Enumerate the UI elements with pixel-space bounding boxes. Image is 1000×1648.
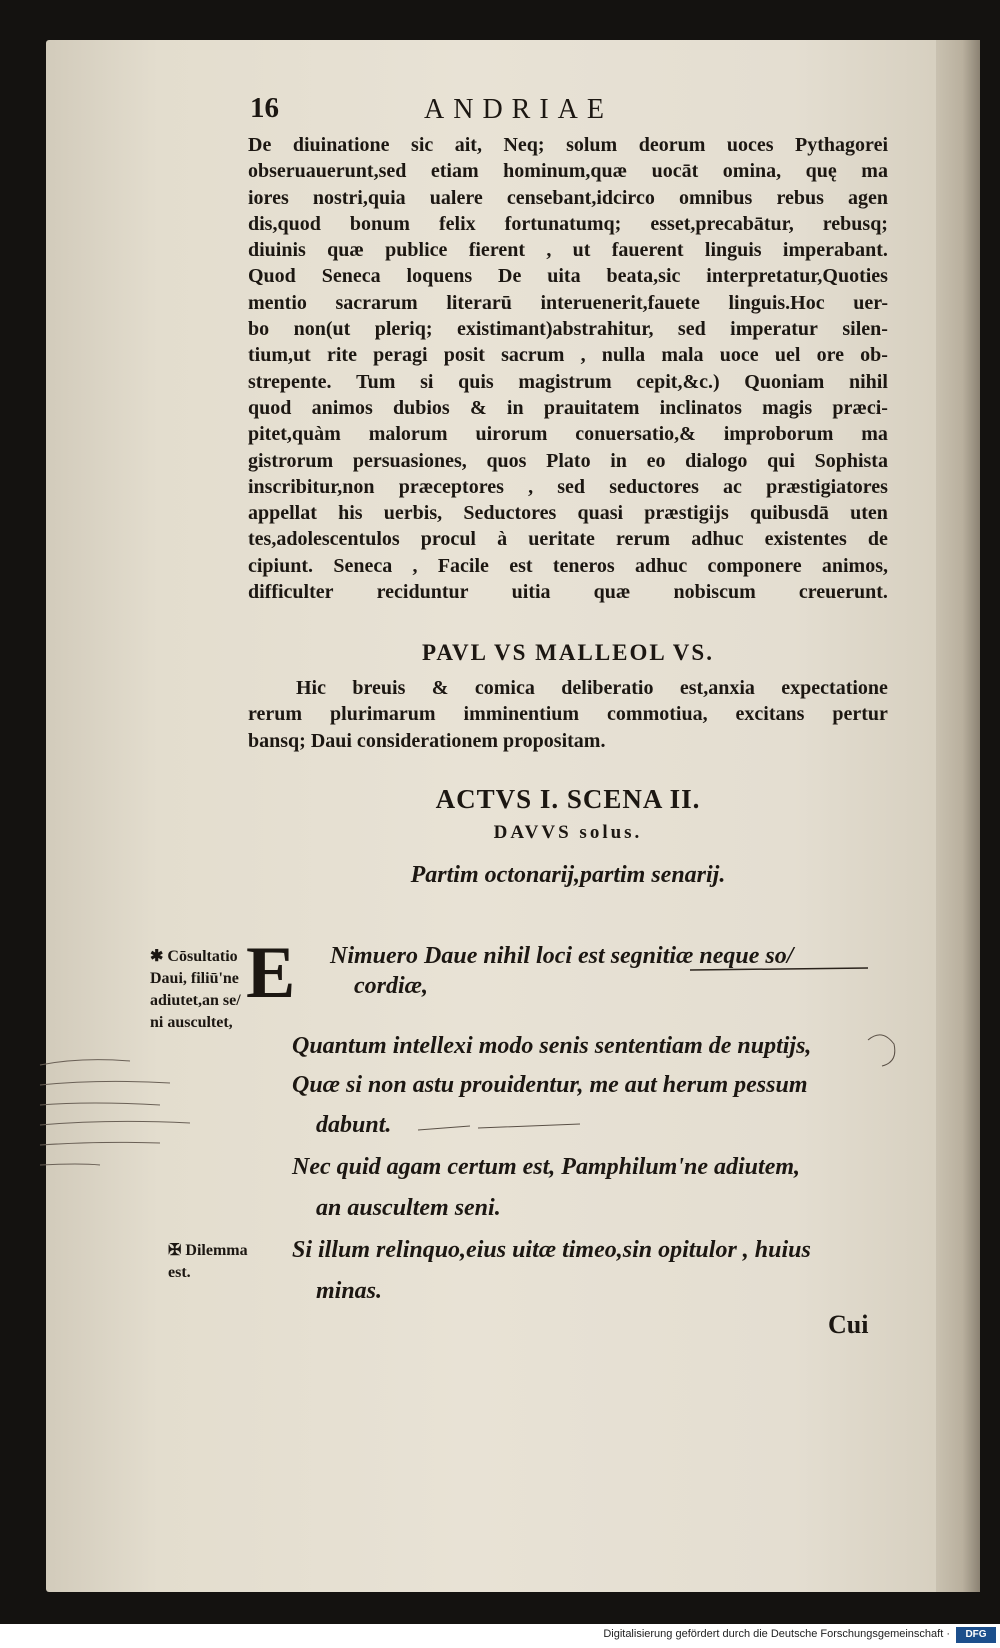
margin-note-line: ✠ Dilemma — [168, 1242, 248, 1259]
margin-note-line: Daui, filiū'ne — [150, 970, 239, 987]
verse-line: cordiæ, — [354, 973, 428, 999]
commentary-line: iores nostri,quia ualere censebant,idcirco omnibus rebus agen — [248, 186, 888, 209]
commentary-line: tium,ut rite peragi posit sacrum , nulla mala uoce uel ore ob- — [248, 344, 888, 367]
running-title: ANDRIAE — [424, 94, 613, 125]
commentary-line: dis,quod bonum felix fortunatumq; esset,precabātur, rebusq; — [248, 212, 888, 235]
commentary-line: inscribitur,non præceptores , sed seductores ac præstigiatores — [248, 475, 888, 498]
verse-line: minas. — [316, 1278, 383, 1304]
author-comment-line: rerum plurimarum imminentium commotiua, excitans pertur — [248, 703, 888, 726]
footer-credit: Digitalisierung gefördert durch die Deutsche Forschungsgemeinschaft · — [603, 1628, 950, 1640]
dfg-logo: DFG — [956, 1627, 996, 1643]
commentary-line: obseruauerunt,sed etiam hominum,quæ uocāt omina, quę ma — [248, 160, 888, 183]
verse-line: dabunt. — [316, 1112, 392, 1138]
verse-line: Quantum intellexi modo senis sententiam de nuptijs, — [292, 1033, 812, 1059]
section-author: PAVL VS MALLEOL VS. — [422, 640, 714, 665]
commentary-line: cipiunt. Seneca , Facile est teneros adhuc componere animos, — [248, 554, 888, 577]
handwritten-note-mark — [418, 1124, 580, 1130]
commentary-line: mentio sacrarum literarū interuenerit,fauete linguis.Hoc uer- — [248, 291, 888, 314]
commentary-line: appellat his uerbis, Seductores quasi præstigijs quibusdā uten — [248, 502, 888, 525]
commentary-line: De diuinatione sic ait, Neq; solum deorum uoces Pythagorei — [248, 134, 888, 156]
page-number: 16 — [250, 92, 279, 124]
author-comment-line: Hic breuis & comica deliberatio est,anxia expectatione — [296, 677, 888, 699]
speaker-heading: DAVVS solus. — [493, 822, 643, 843]
author-comment-line: bansq; Daui considerationem propositam. — [248, 729, 606, 752]
meter-note: Partim octonarij,partim senarij. — [410, 862, 726, 888]
drop-cap: E — [246, 932, 296, 1014]
commentary-line: quod animos dubios & in prauitatem inclinatos magis præci- — [248, 396, 888, 419]
commentary-line: difficulter reciduntur uitia quæ nobiscum creuerunt. — [248, 581, 888, 604]
verse-line: Nec quid agam certum est, Pamphilum'ne adiutem, — [292, 1154, 801, 1180]
commentary-line: Quod Seneca loquens De uita beata,sic interpretatur,Quoties — [248, 265, 888, 288]
verse-line: Quæ si non astu prouidentur, me aut herum pessum — [292, 1072, 808, 1098]
handwritten-marginalia-mark — [40, 1060, 190, 1165]
commentary-line: tes,adolescentulos procul à ueritate rerum adhuc existentes de — [248, 528, 888, 551]
handwritten-bracket-mark — [868, 1035, 895, 1066]
catchword: Cui — [828, 1310, 869, 1339]
commentary-line: bo non(ut pleriq; existimant)abstrahitur, sed imperatur silen- — [248, 318, 888, 341]
commentary-line: pitet,quàm malorum uirorum conuersatio,& improborum ma — [248, 423, 888, 446]
verse-line: Nimuero Daue nihil loci est segnitiæ neque so/ — [330, 943, 794, 969]
margin-note-line: est. — [168, 1264, 191, 1281]
commentary-line: diuinis quæ publice fierent , ut fauerent linguis imperabant. — [248, 239, 888, 262]
act-heading: ACTVS I. SCENA II. — [435, 784, 701, 814]
commentary-line: gistrorum persuasiones, quos Plato in eo dialogo qui Sophista — [248, 449, 888, 472]
underline-mark — [690, 968, 868, 970]
margin-note-line: ✱ Cōsultatio — [150, 948, 238, 965]
commentary-line: strepente. Tum si quis magistrum cepit,&c.) Quoniam nihil — [248, 370, 888, 393]
margin-note-line: ni auscultet, — [150, 1014, 233, 1031]
verse-line: Si illum relinquo,eius uitæ timeo,sin opitulor , huius — [292, 1237, 811, 1263]
margin-note-line: adiutet,an se/ — [150, 992, 241, 1009]
verse-line: an auscultem seni. — [316, 1195, 501, 1221]
